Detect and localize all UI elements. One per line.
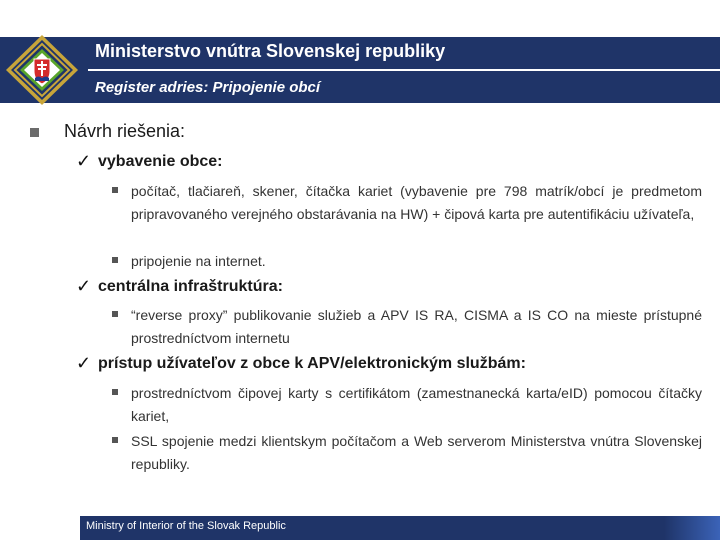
small-square-bullet-icon [112,311,118,317]
section-heading: Návrh riešenia: [64,121,186,141]
list-item: “reverse proxy” publikovanie služieb a APV IS RA, CISMA a IS CO na mieste prístupné prostredníctvom internetu [131,307,702,346]
checkmark-icon: ✓ [76,353,92,373]
section-label: centrálna infraštruktúra: [98,278,283,295]
list-item: SSL spojenie medzi klientskym počítačom a Web serverom Ministerstva vnútra Slovenskej republiky. [131,433,702,472]
footer-bar [80,516,720,540]
square-bullet-icon [30,128,39,137]
small-square-bullet-icon [112,257,118,263]
list-item: počítač, tlačiareň, skener, čítačka kariet (vybavenie pre 798 matrík/obcí je predmetom pripravovaného verejného obstarávania na HW) + čipová karta pre autentifikáciu užívateľa, [131,183,702,222]
section-label: prístup užívateľov z obce k APV/elektronickým službám: [98,355,526,372]
section-label: vybavenie obce: [98,153,223,170]
footer-text: Ministry of Interior of the Slovak Republic [86,520,286,532]
checkmark-icon: ✓ [76,151,92,171]
list-item: prostredníctvom čipovej karty s certifikátom (zamestnanecká karta/eID) pomocou čítačky kariet, [131,385,702,424]
small-square-bullet-icon [112,187,118,193]
list-item: pripojenie na internet. [131,253,266,269]
page-subtitle: Register adries: Pripojenie obcí [95,79,321,96]
checkmark-icon: ✓ [76,276,92,296]
small-square-bullet-icon [112,437,118,443]
footer-accent [664,516,720,540]
small-square-bullet-icon [112,389,118,395]
page-title: Ministerstvo vnútra Slovenskej republiky [95,41,446,61]
